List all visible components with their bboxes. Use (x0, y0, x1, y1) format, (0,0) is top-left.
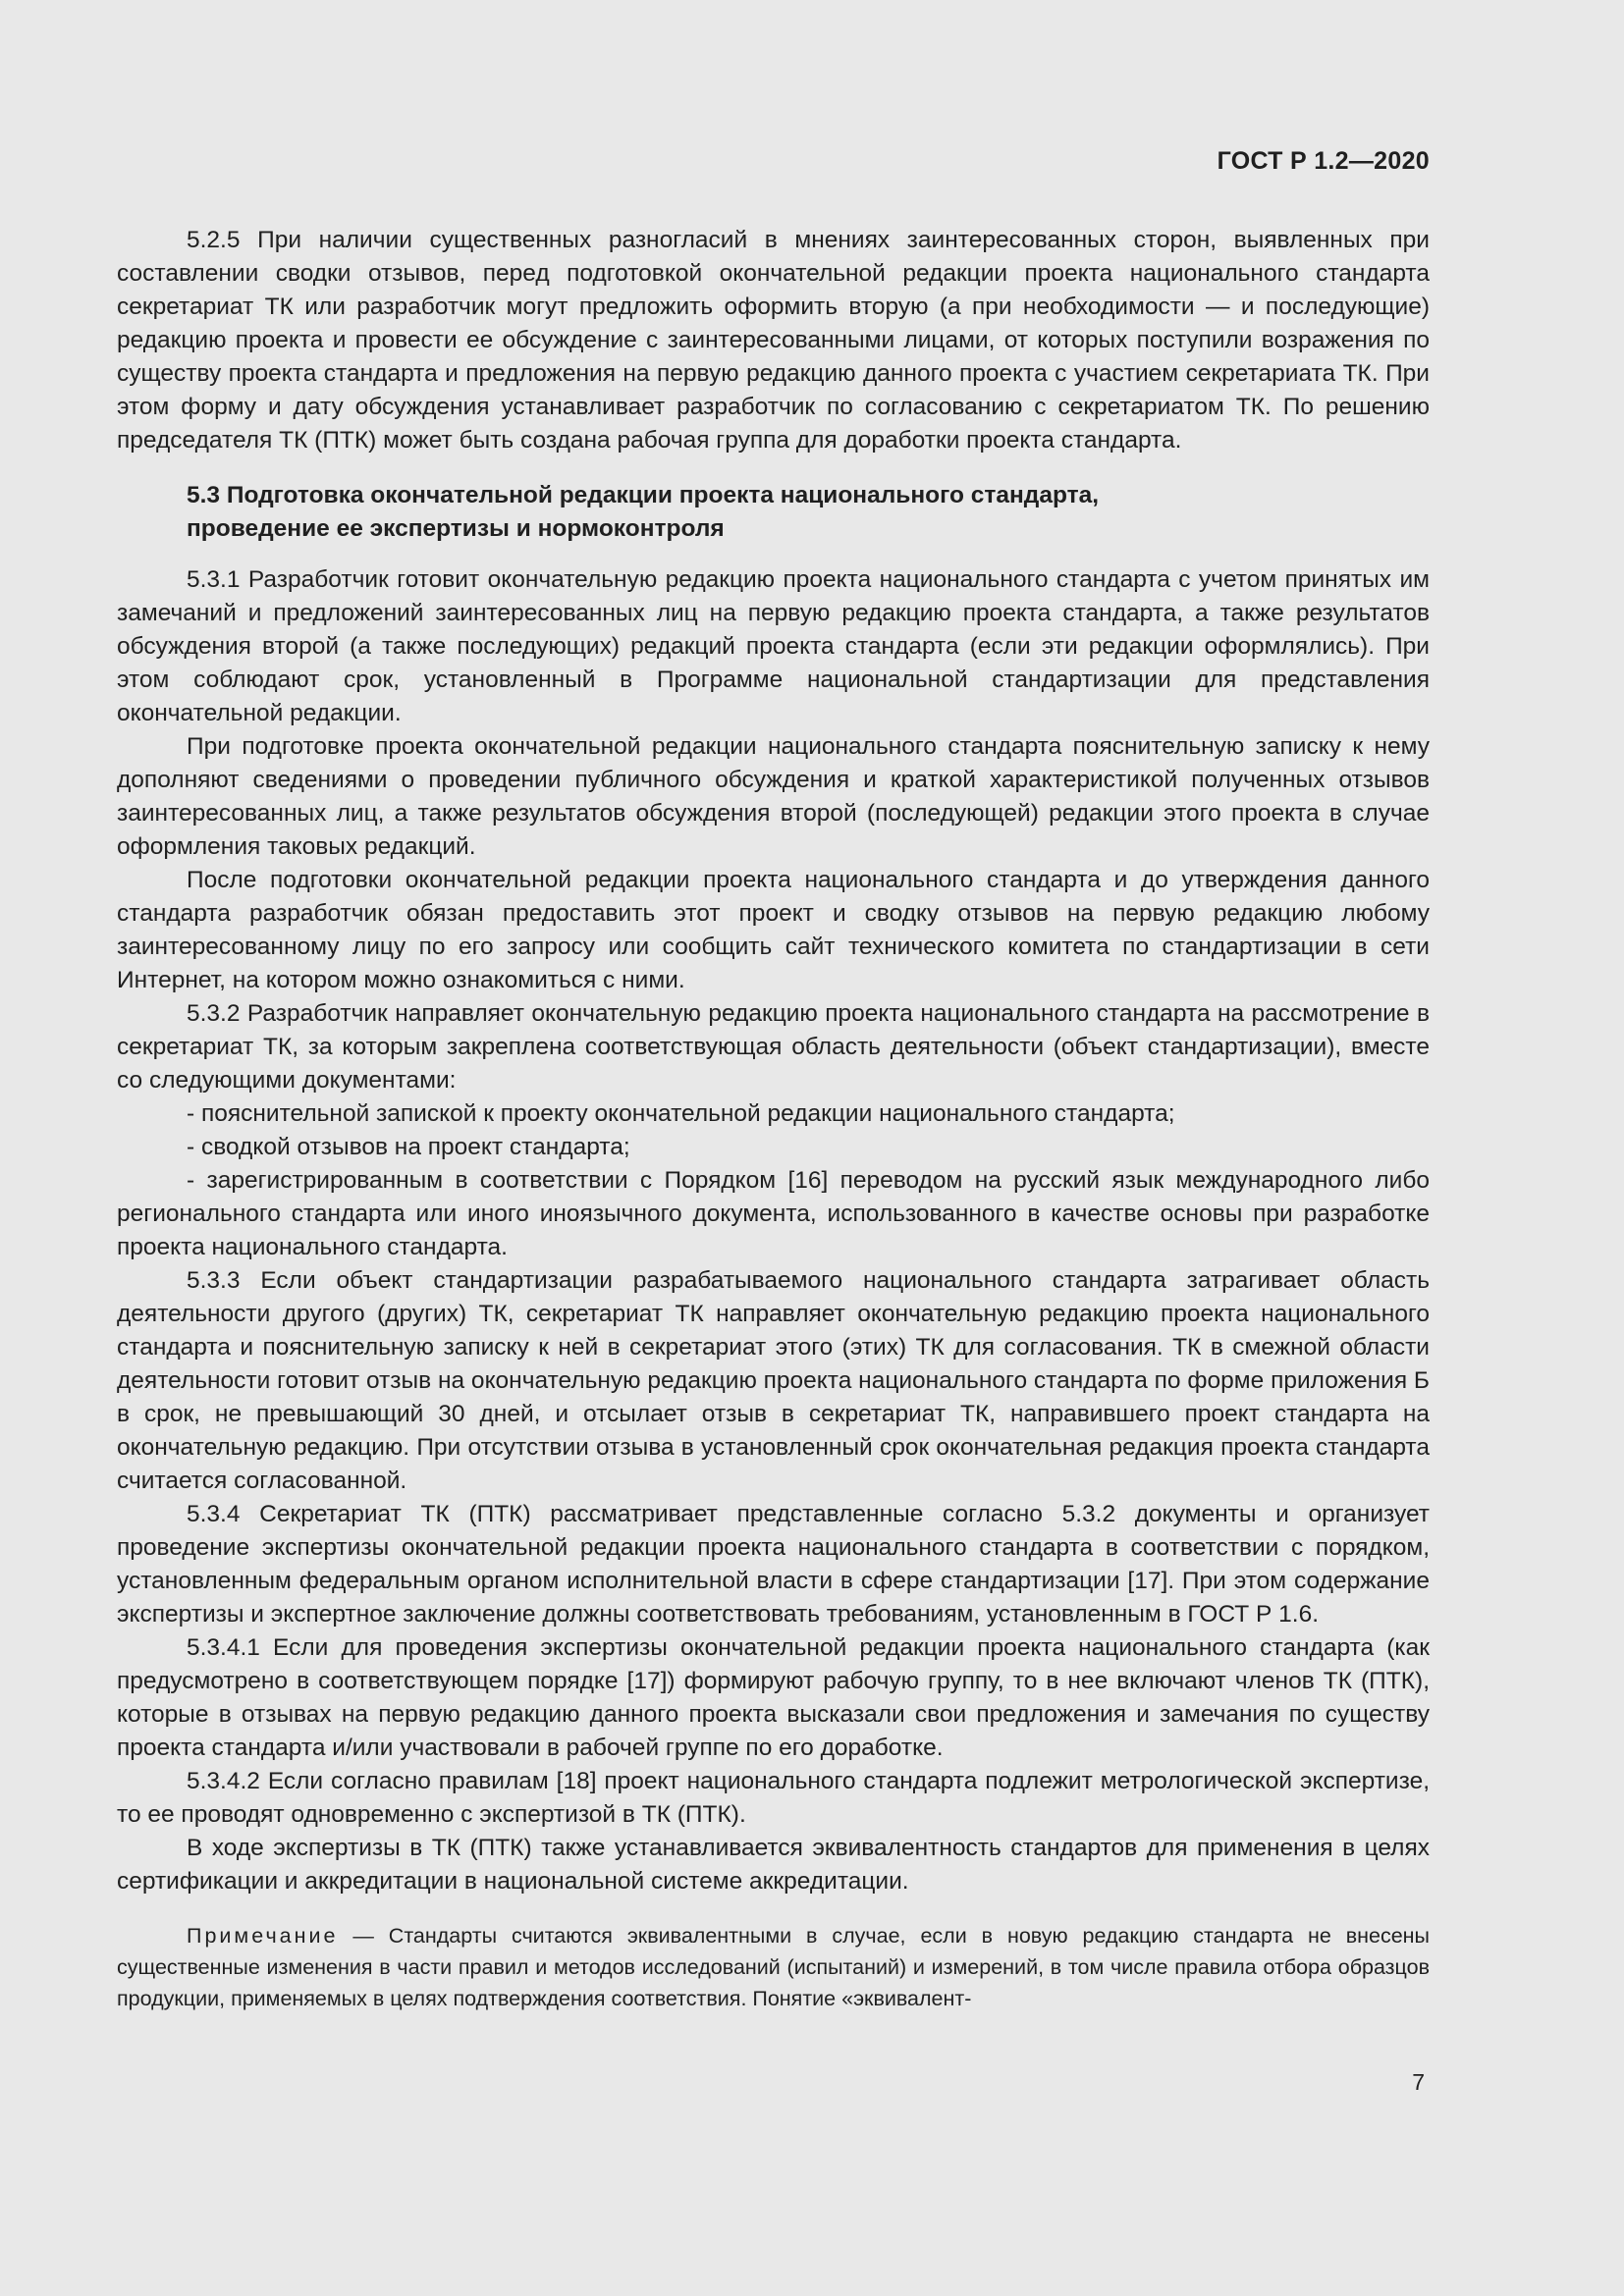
paragraph-5-3-4-1: 5.3.4.1 Если для проведения экспертизы окончательной редакции проекта национального стандарта (как предусмотрено в соответствующем порядке [17]) формируют рабочую группу, то в нее включают членов ТК (ПТК), которые в отзывах на первую редакцию данного проекта высказали свои предложения и замечания по существу проекта стандарта и/или участвовали в рабочей группе по его доработке. (117, 1634, 1430, 1761)
paragraph-5-3-2: 5.3.2 Разработчик направляет окончательную редакцию проекта национального стандарта на рассмотрение в секретариат ТК, за которым закреплена соответствующая область деятельности (объект стандартизации), вместе со следующими документами: (117, 1000, 1430, 1094)
paragraph-5-3-3: 5.3.3 Если объект стандартизации разрабатываемого национального стандарта затрагивает область деятельности другого (других) ТК, секретариат ТК направляет окончательную редакцию проекта национального стандарта и пояснительную записку к ней в секретариат этого (этих) ТК для согласования. ТК в смежной области деятельности готовит отзыв на окончательную редакцию проекта национального стандарта по форме приложения Б в срок, не превышающий 30 дней, и отсылает отзыв в секретариат ТК, направившего проект стандарта на окончательную редакцию. При отсутствии отзыва в установленный срок окончательная редакция проекта стандарта считается согласованной. (117, 1267, 1430, 1494)
list-item: - сводкой отзывов на проект стандарта; (187, 1134, 630, 1160)
note-text: — Стандарты считаются эквивалентными в случае, если в новую редакцию стандарта не внесены существенные изменения в части правил и методов исследований (испытаний) и измерений, в том числе правила отбора образцов продукции, применяемых в целях подтверждения соответствия. Понятие «эквивалент- (117, 1924, 1430, 2010)
paragraph-5-2-5: 5.2.5 При наличии существенных разногласий в мнениях заинтересованных сторон, выявленных при составлении сводки отзывов, перед подготовкой окончательной редакции проекта национального стандарта секретариат ТК или разработчик могут предложить оформить вторую (а при необходимости — и последующие) редакцию проекта и провести ее обсуждение с заинтересованными лицами, от которых поступили возражения по существу проекта стандарта и предложения на первую редакцию данного проекта с участием секретариата ТК. При этом форму и дату обсуждения устанавливает разработчик по согласованию с секретариатом ТК. По решению председателя ТК (ПТК) может быть создана рабочая группа для доработки проекта стандарта. (117, 227, 1430, 454)
paragraph-equivalence: В ходе экспертизы в ТК (ПТК) также устанавливается эквивалентность стандартов для применения в целях сертификации и аккредитации в национальной системе аккредитации. (117, 1835, 1430, 1895)
note-label: Примечание (187, 1924, 339, 1948)
section-heading-line-1: 5.3 Подготовка окончательной редакции проекта национального стандарта, (187, 482, 1100, 508)
note (117, 1920, 1430, 2014)
section-heading-line-2: проведение ее экспертизы и нормоконтроля (187, 515, 725, 542)
paragraph-5-3-1-b: При подготовке проекта окончательной редакции национального стандарта пояснительную записку к нему дополняют сведениями о проведении публичного обсуждения и краткой характеристикой полученных отзывов заинтересованных лиц, а также результатов обсуждения второй (последующей) редакции этого проекта в случае оформления таковых редакций. (117, 733, 1430, 860)
list-item: - зарегистрированным в соответствии с Порядком [16] переводом на русский язык международного либо регионального стандарта или иного иноязычного документа, использованного в качестве основы при разработке проекта национального стандарта. (117, 1167, 1430, 1260)
page-number: 7 (1412, 2069, 1425, 2095)
document-header: ГОСТ Р 1.2—2020 (1217, 147, 1430, 175)
document-body (117, 224, 1430, 2014)
section-heading-5-3 (117, 479, 1430, 546)
paragraph-5-3-4: 5.3.4 Секретариат ТК (ПТК) рассматривает представленные согласно 5.3.2 документы и организует проведение экспертизы окончательной редакции проекта национального стандарта в соответствии с порядком, установленным федеральным органом исполнительной власти в сфере стандартизации [17]. При этом содержание экспертизы и экспертное заключение должны соответствовать требованиям, установленным в ГОСТ Р 1.6. (117, 1501, 1430, 1628)
paragraph-5-3-1-c: После подготовки окончательной редакции проекта национального стандарта и до утверждения данного стандарта разработчик обязан предоставить этот проект и сводку отзывов на первую редакцию любому заинтересованному лицу по его запросу или сообщить сайт технического комитета по стандартизации в сети Интернет, на котором можно ознакомиться с ними. (117, 867, 1430, 993)
paragraph-5-3-4-2: 5.3.4.2 Если согласно правилам [18] проект национального стандарта подлежит метрологической экспертизе, то ее проводят одновременно с экспертизой в ТК (ПТК). (117, 1768, 1430, 1828)
paragraph-5-3-1: 5.3.1 Разработчик готовит окончательную редакцию проекта национального стандарта с учетом принятых им замечаний и предложений заинтересованных лиц на первую редакцию проекта стандарта, а также результатов обсуждения второй (а также последующих) редакций проекта стандарта (если эти редакции оформлялись). При этом соблюдают срок, установленный в Программе национальной стандартизации для представления окончательной редакции. (117, 566, 1430, 726)
list-item: - пояснительной запиской к проекту окончательной редакции национального стандарта; (187, 1100, 1175, 1127)
